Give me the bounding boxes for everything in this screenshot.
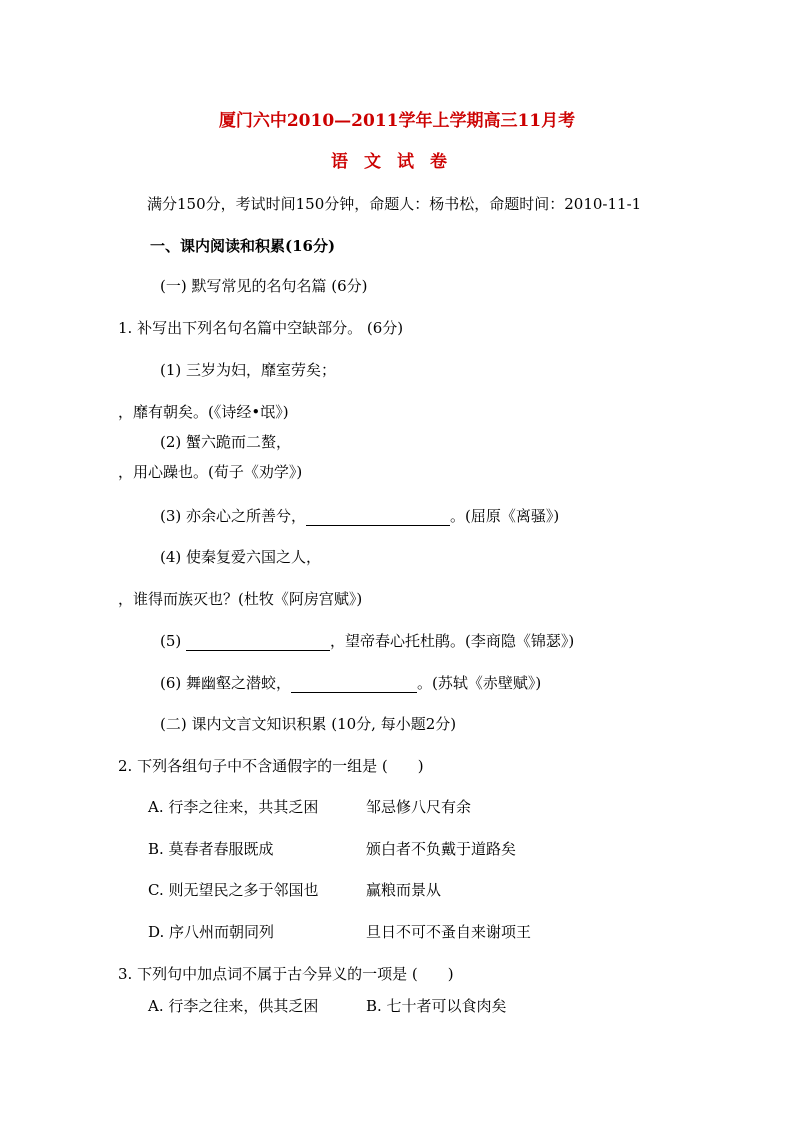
q3-option-b: B. 七十者可以食肉矣 xyxy=(366,997,507,1015)
section-heading: 一、课内阅读和积累(16分) xyxy=(150,237,336,255)
exam-meta: 满分150分，考试时间150分钟，命题人：杨书松，命题时间：2010-11-1 xyxy=(147,195,642,213)
q2-option-d-right: 旦日不可不蚤自来谢项王 xyxy=(366,923,532,941)
exam-title: 厦门六中2010—2011学年上学期高三11月考 xyxy=(218,111,576,131)
q2-option-d xyxy=(148,922,568,942)
q1-item6 xyxy=(160,673,541,693)
q1-item2-b: ，用心躁也。(荀子《劝学》) xyxy=(118,463,303,481)
q1-item5-a: (5) xyxy=(160,632,187,650)
q1-item5 xyxy=(160,631,574,651)
q1-item4-a: (4) 使秦复爱六国之人， xyxy=(160,548,322,566)
q1-item6-b: 。(苏轼《赤壁赋》) xyxy=(417,674,542,692)
q2-option-b-left: B. 莫春者春服既成 xyxy=(148,840,274,858)
q1-item3 xyxy=(160,506,559,526)
q1-item2-a: (2) 蟹六跪而二螯， xyxy=(160,433,292,451)
answer-blank[interactable] xyxy=(291,676,417,693)
q1-item3-a: (3) 亦余心之所善兮， xyxy=(160,507,307,525)
q1-item1-b: ，靡有朝矣。(《诗经•氓》) xyxy=(118,403,289,421)
q2-option-a-right: 邹忌修八尺有余 xyxy=(366,798,472,816)
exam-subtitle: 语文试卷 xyxy=(331,152,463,172)
q3-stem: 3. 下列句中加点词不属于古今异义的一项是 ( ) xyxy=(118,965,454,983)
q2-option-c-right: 赢粮而景从 xyxy=(366,881,442,899)
q1-stem: 1. 补写出下列名句名篇中空缺部分。 (6分) xyxy=(118,319,404,337)
q2-option-d-left: D. 序八州而朝同列 xyxy=(148,923,275,941)
answer-blank[interactable] xyxy=(306,509,450,526)
q1-item3-b: 。(屈原《离骚》) xyxy=(450,507,560,525)
q3-options xyxy=(148,996,568,1016)
part1-heading: (一) 默写常见的名句名篇 (6分) xyxy=(160,277,368,295)
q1-item4-b: ，谁得而族灭也？(杜牧《阿房宫赋》) xyxy=(118,590,363,608)
q1-item5-b: ，望帝春心托杜鹃。(李商隐《锦瑟》) xyxy=(330,632,575,650)
q3-option-a: A. 行李之往来，供其乏困 xyxy=(148,997,319,1015)
q1-item6-a: (6) 舞幽壑之潜蛟， xyxy=(160,674,292,692)
q2-option-b-right: 颁白者不负戴于道路矣 xyxy=(366,840,517,858)
q2-option-a-left: A. 行李之往来，共其乏困 xyxy=(148,798,319,816)
answer-blank[interactable] xyxy=(186,634,330,651)
q2-option-c xyxy=(148,880,548,900)
q2-option-a xyxy=(148,797,548,817)
q2-option-c-left: C. 则无望民之多于邻国也 xyxy=(148,881,319,899)
part2-heading: (二) 课内文言文知识积累 (10分, 每小题2分) xyxy=(160,715,457,733)
q2-stem: 2. 下列各组句子中不含通假字的一组是 ( ) xyxy=(118,757,424,775)
q1-item1-a: (1) 三岁为妇，靡室劳矣； xyxy=(160,361,337,379)
q2-option-b xyxy=(148,839,548,859)
